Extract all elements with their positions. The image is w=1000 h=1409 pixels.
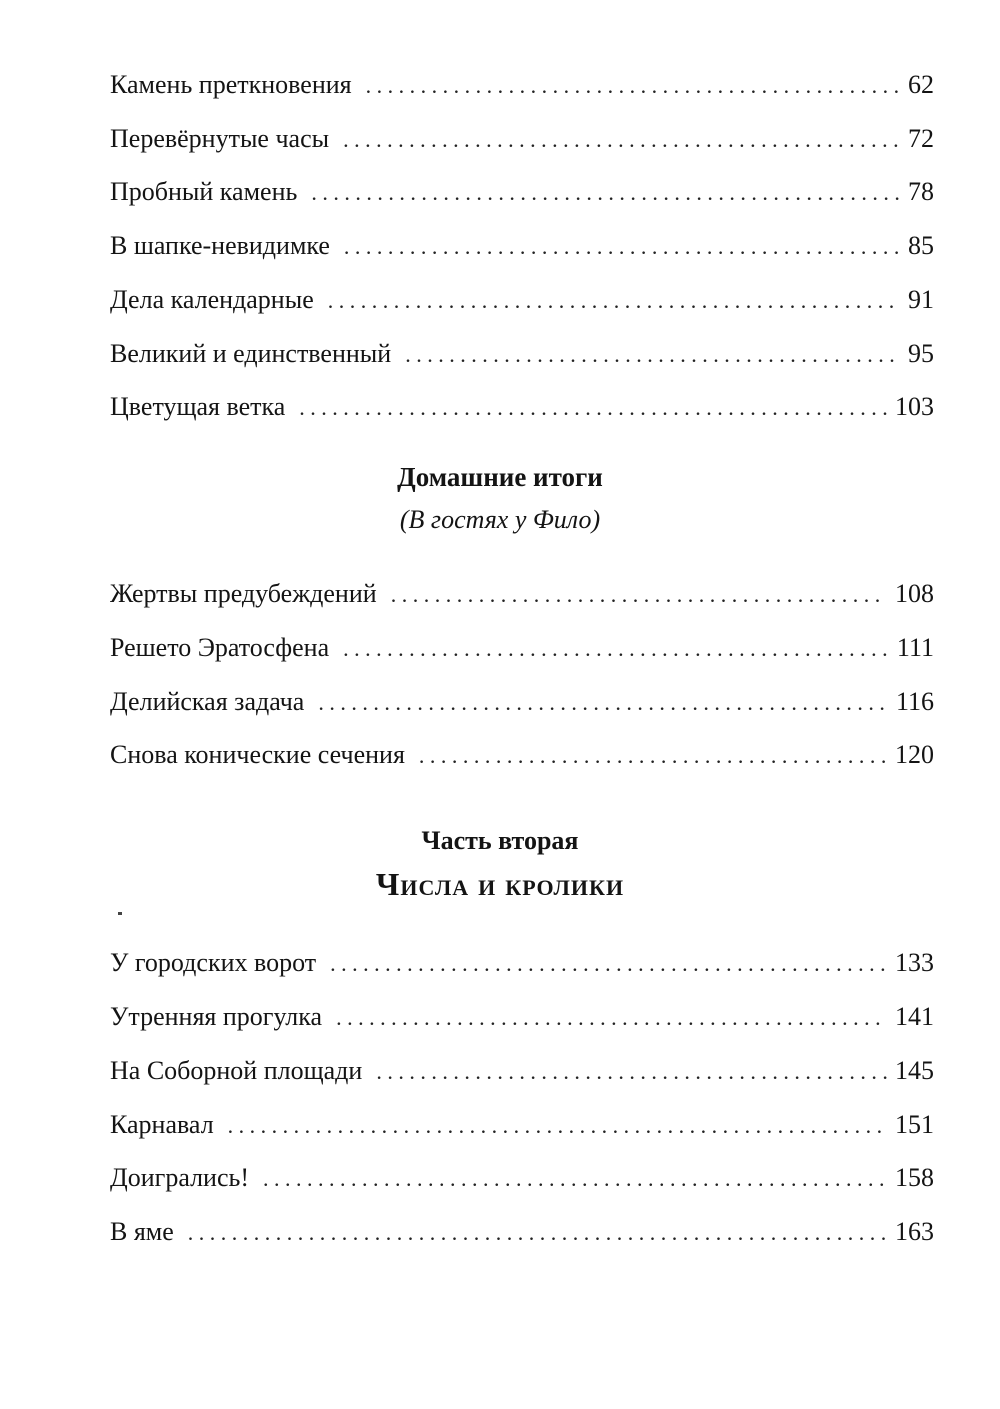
toc-entry-title: Карнавал	[110, 1110, 214, 1139]
toc-entry-title: Доигрались!	[110, 1163, 250, 1192]
toc-entry-title: Решето Эратосфена	[110, 633, 330, 662]
toc-entry-page: 111	[896, 633, 934, 662]
toc-entry[interactable]	[110, 68, 934, 102]
toc-entry-page: 85	[908, 231, 934, 260]
toc-entry[interactable]	[110, 1215, 934, 1249]
toc-entry[interactable]	[110, 1161, 934, 1195]
toc-entry-page: 133	[895, 948, 934, 977]
dot-leader	[343, 122, 900, 157]
toc-entry[interactable]	[110, 738, 934, 772]
toc-entry-page: 108	[895, 579, 934, 608]
toc-entry-page: 62	[908, 70, 934, 99]
dot-leader	[328, 283, 900, 318]
part-label: Часть вторая	[421, 826, 579, 855]
toc-entry[interactable]	[110, 122, 934, 156]
dot-leader	[336, 1000, 887, 1035]
toc-entry-page: 145	[895, 1056, 934, 1085]
print-speck	[118, 912, 122, 915]
section-subheading: (В гостях у Фило)	[399, 505, 601, 534]
dot-leader	[343, 631, 889, 666]
toc-entry[interactable]	[110, 946, 934, 980]
dot-leader	[311, 175, 900, 210]
toc-entry-page: 163	[895, 1217, 934, 1246]
toc-entry-title: Делийская задача	[110, 687, 305, 716]
toc-entry[interactable]	[110, 337, 934, 371]
toc-entry-title: Камень преткновения	[110, 70, 352, 99]
dot-leader	[391, 577, 887, 612]
toc-entry-page: 120	[895, 740, 934, 769]
toc-entry-title: На Соборной площади	[110, 1056, 363, 1085]
toc-entry-title: Утренняя прогулка	[110, 1002, 323, 1031]
dot-leader	[419, 738, 887, 773]
dot-leader	[263, 1161, 887, 1196]
toc-entry-page: 91	[908, 285, 934, 314]
toc-entry-page: 72	[908, 124, 934, 153]
part-title: Числа и кролики	[375, 866, 625, 902]
toc-entry-title: В яме	[110, 1217, 174, 1246]
toc-entry-title: Снова конические сечения	[110, 740, 405, 769]
dot-leader	[376, 1054, 887, 1089]
toc-entry[interactable]	[110, 631, 934, 665]
toc-entry-title: В шапке-невидимке	[110, 231, 330, 260]
dot-leader	[228, 1108, 887, 1143]
toc-entry[interactable]	[110, 1054, 934, 1088]
section-heading: Домашние итоги	[397, 462, 603, 492]
toc-entry-page: 151	[895, 1110, 934, 1139]
dot-leader	[318, 685, 888, 720]
toc-entry[interactable]	[110, 685, 934, 719]
toc-entry-page: 78	[908, 177, 934, 206]
toc-entry-title: Великий и единственный	[110, 339, 392, 368]
toc-entry[interactable]	[110, 577, 934, 611]
dot-leader	[299, 390, 887, 425]
toc-entry-title: Дела календарные	[110, 285, 314, 314]
toc-entry-page: 103	[895, 392, 934, 421]
toc-entry-page: 95	[908, 339, 934, 368]
toc-entry-title: Цветущая ветка	[110, 392, 286, 421]
dot-leader	[330, 946, 887, 981]
toc-entry-page: 158	[895, 1163, 934, 1192]
toc-entry-page: 116	[895, 687, 934, 716]
toc-entry[interactable]	[110, 1108, 934, 1142]
toc-entry[interactable]	[110, 1000, 934, 1034]
toc-entry[interactable]	[110, 229, 934, 263]
toc-entry[interactable]	[110, 283, 934, 317]
dot-leader	[344, 229, 900, 264]
toc-entry-page: 141	[895, 1002, 934, 1031]
dot-leader	[188, 1215, 887, 1250]
toc-entry-title: Перевёрнутые часы	[110, 124, 330, 153]
toc-entry[interactable]	[110, 175, 934, 209]
toc-entry-title: Пробный камень	[110, 177, 298, 206]
dot-leader	[405, 337, 900, 372]
toc-entry[interactable]	[110, 390, 934, 424]
toc-entry-title: Жертвы предубеждений	[110, 579, 377, 608]
toc-entry-title: У городских ворот	[110, 948, 317, 977]
dot-leader	[366, 68, 900, 103]
